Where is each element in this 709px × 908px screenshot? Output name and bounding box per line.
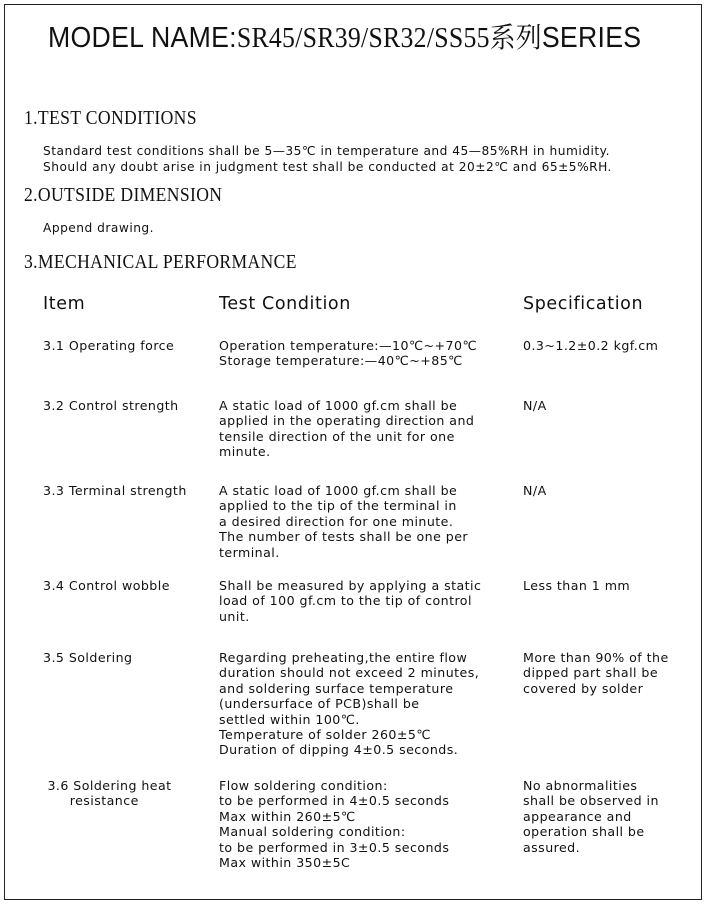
row-spec: Less than 1 mm (523, 578, 631, 593)
row-spec: N/A (523, 483, 547, 498)
header-test-condition: Test Condition (219, 294, 351, 314)
row-condition: Shall be measured by applying a static load of 100 gf.cm to the tip of control unit. (219, 578, 482, 624)
row-condition: A static load of 1000 gf.cm shall be applied in the operating direction and tensile direction of the unit for one minute. (219, 398, 475, 460)
row-spec: N/A (523, 398, 547, 413)
page-title (48, 16, 641, 56)
title-models: SR45/SR39/SR32/SS55系列 (236, 23, 542, 54)
section-outside-dimension-title: 2.OUTSIDE DIMENSION (24, 184, 223, 206)
test-conditions-line-2: Should any doubt arise in judgment test shall be conducted at 20±2℃ and 65±5%RH. (43, 160, 612, 174)
row-condition: Flow soldering condition: to be performed in 4±0.5 seconds Max within 260±5℃ Manual soldering condition: to be performed in 3±0.5 seconds Max within 350±5C (219, 778, 450, 871)
row-condition: Operation temperature:—10℃~+70℃ Storage temperature:—40℃~+85℃ (219, 338, 478, 369)
row-spec: More than 90% of the dipped part shall be covered by solder (523, 650, 669, 696)
section-mechanical-performance-title: 3.MECHANICAL PERFORMANCE (24, 251, 297, 273)
row-condition: A static load of 1000 gf.cm shall be applied to the tip of the terminal in a desired direction for one minute. The number of tests shall be one per terminal. (219, 483, 469, 560)
row-item: 3.2 Control strength (43, 398, 179, 413)
header-item: Item (43, 294, 86, 314)
row-item: 3.6 Soldering heat resistance (47, 778, 172, 809)
test-conditions-line-1: Standard test conditions shall be 5—35℃ in temperature and 45—85%RH in humidity. (43, 144, 610, 158)
header-specification: Specification (523, 294, 644, 314)
row-spec: 0.3~1.2±0.2 kgf.cm (523, 338, 659, 353)
row-item: 3.3 Terminal strength (43, 483, 187, 498)
title-suffix: SERIES (541, 22, 642, 54)
row-item: 3.1 Operating force (43, 338, 175, 353)
row-item: 3.5 Soldering (43, 650, 133, 665)
row-item: 3.4 Control wobble (43, 578, 170, 593)
section-test-conditions-title: 1.TEST CONDITIONS (24, 107, 197, 129)
outside-dimension-text: Append drawing. (43, 221, 155, 235)
title-prefix: MODEL NAME: (48, 22, 237, 54)
row-spec: No abnormalities shall be observed in appearance and operation shall be assured. (523, 778, 659, 855)
row-condition: Regarding preheating,the entire flow duration should not exceed 2 minutes, and soldering surface temperature (undersurface of PCB)shall be settled within 100℃. Temperature of solder 260±5℃ Duration of dipping 4±0.5 seconds. (219, 650, 480, 758)
